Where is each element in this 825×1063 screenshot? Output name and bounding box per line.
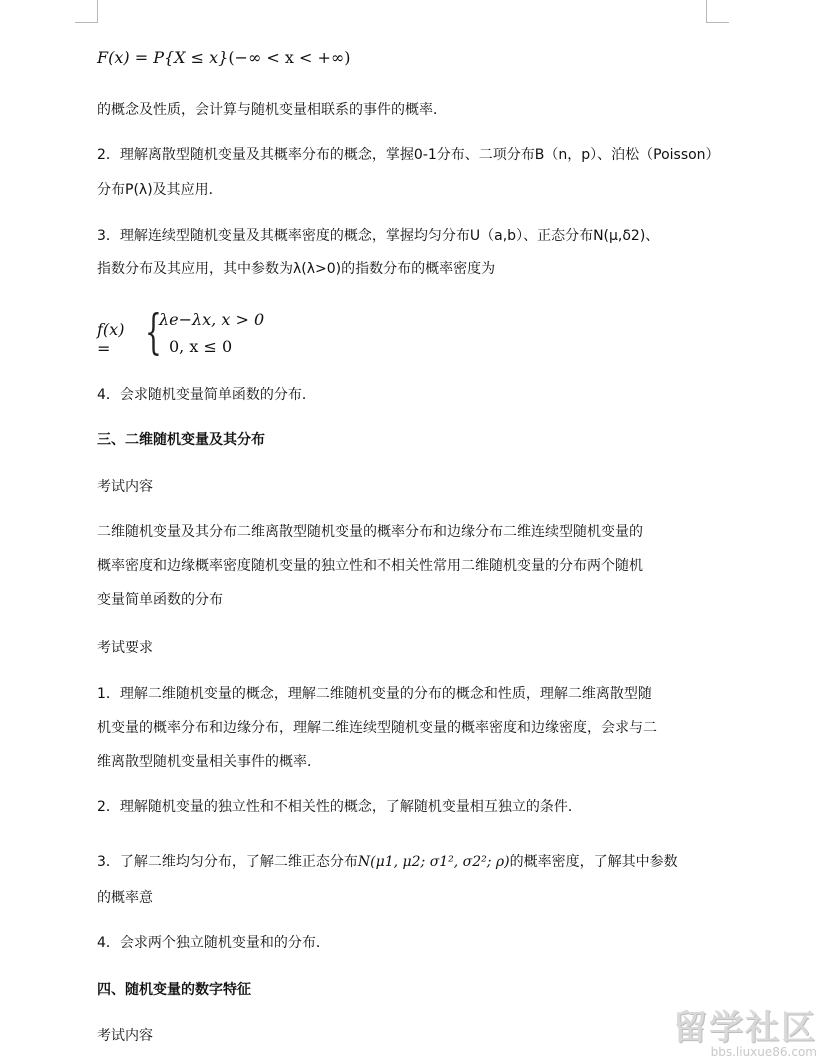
left-brace-symbol: { [145,304,162,360]
section-heading: 三、二维随机变量及其分布 [97,432,265,448]
section-heading: 四、随机变量的数字特征 [97,982,251,998]
page-corner-mark-left [75,0,98,23]
text-line: 概率密度和边缘概率密度随机变量的独立性和不相关性常用二维随机变量的分布两个随机 [97,558,643,574]
watermark-title: 留学社区 [673,1008,817,1048]
text-line: 4．会求随机变量简单函数的分布． [97,387,316,403]
text-line: 2．理解离散型随机变量及其概率分布的概念，掌握0-1分布、二项分布B（n，p）、泊松（Poisson） [97,147,720,163]
bivariate-normal-formula: N(μ1, μ2; σ1², σ2²; ρ) [357,854,510,870]
cdf-formula-lhs: F(x) = P{X ≤ x} [97,48,229,67]
subheading: 考试内容 [97,479,153,495]
text-line: 分布P(λ)及其应用． [97,182,223,198]
watermark [673,1000,817,1059]
pdf-formula-lhs: f(x) = [97,320,125,358]
cdf-formula [97,48,350,68]
text-line: 2．理解随机变量的独立性和不相关性的概念，了解随机变量相互独立的条件． [97,799,582,815]
text-segment: 的概率密度，了解其中参数 [509,854,678,870]
cdf-formula-range: (−∞ < x < +∞) [228,48,351,67]
subheading: 考试要求 [97,640,153,656]
watermark-url: bbs.liuxue86.com [710,1045,817,1059]
text-line-with-formula [97,852,678,872]
text-line: 1．理解二维随机变量的概念，理解二维随机变量的分布的概念和性质，理解二维离散型随 [97,686,652,702]
text-line: 机变量的概率分布和边缘分布，理解二维连续型随机变量的概率密度和边缘密度，会求与二 [97,720,657,736]
text-line: 变量简单函数的分布 [97,592,223,608]
pdf-formula-case-1: λe−λx, x > 0 [159,310,265,329]
text-line: 的概念及性质，会计算与随机变量相联系的事件的概率． [97,102,447,118]
text-line: 维离散型随机变量相关事件的概率． [97,754,321,770]
pdf-formula-case-2: 0, x ≤ 0 [169,337,233,356]
text-line: 的概率意 [97,890,153,906]
text-line: 3．理解连续型随机变量及其概率密度的概念，掌握均匀分布U（a,b）、正态分布N(μ,δ2)、 [97,228,660,244]
text-line: 指数分布及其应用，其中参数为λ(λ>0)的指数分布的概率密度为 [97,261,496,277]
text-segment: 3．了解二维均匀分布，了解二维正态分布 [97,854,358,870]
page-corner-mark-right [706,0,729,23]
text-line: 4．会求两个独立随机变量和的分布． [97,935,330,951]
text-line: 二维随机变量及其分布二维离散型随机变量的概率分布和边缘分布二维连续型随机变量的 [97,524,643,540]
subheading: 考试内容 [97,1028,153,1044]
